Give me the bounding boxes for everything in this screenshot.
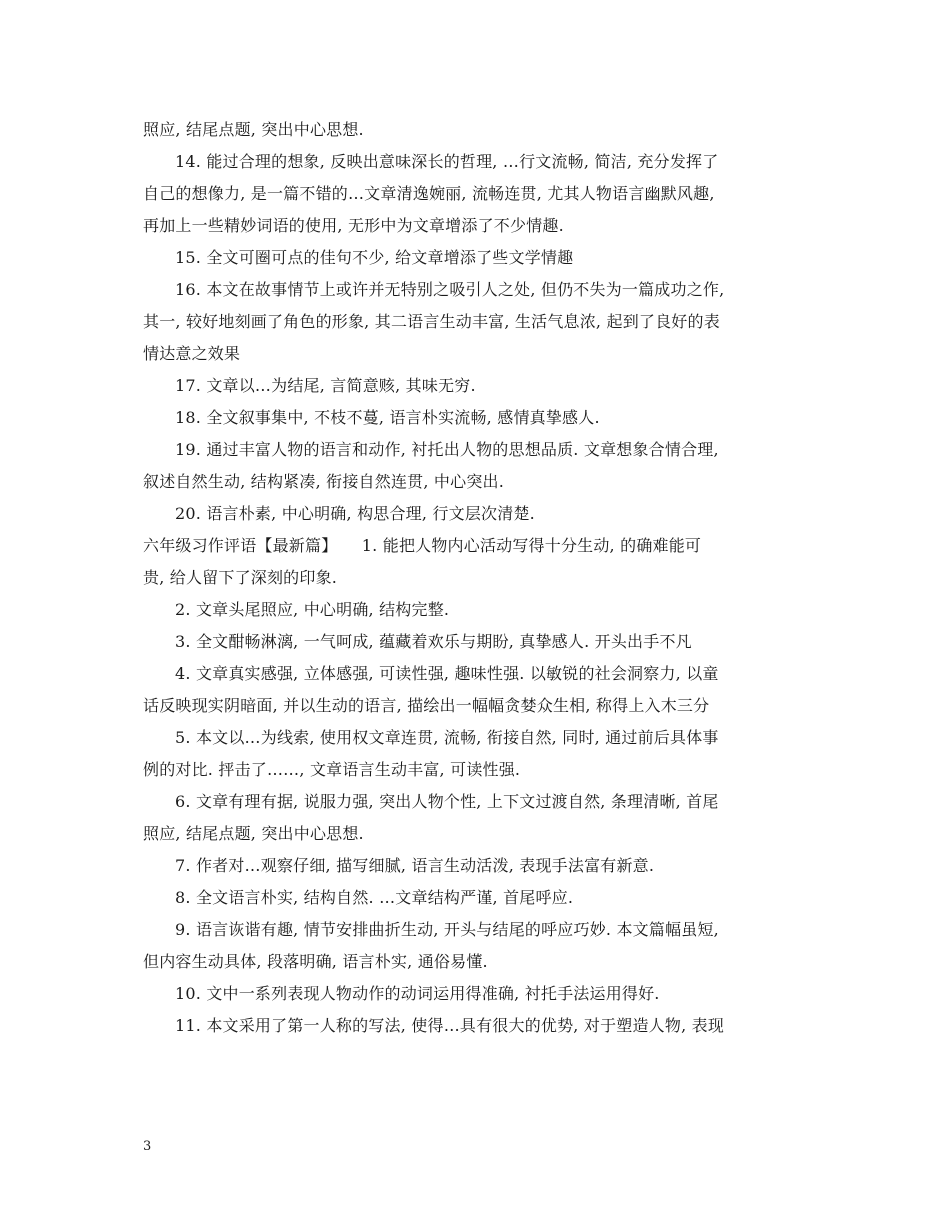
text-line: 7. 作者对…观察仔细, 描写细腻, 语言生动活泼, 表现手法富有新意.	[175, 856, 655, 875]
text-line: 叙述自然生动, 结构紧凑, 衔接自然连贯, 中心突出.	[143, 472, 505, 491]
text-line: 8. 全文语言朴实, 结构自然. …文章结构严谨, 首尾呼应.	[175, 888, 574, 907]
text-line: 再加上一些精妙词语的使用, 无形中为文章增添了不少情趣.	[143, 216, 564, 235]
text-line: 情达意之效果	[143, 344, 241, 363]
text-line: 9. 语言诙谐有趣, 情节安排曲折生动, 开头与结尾的呼应巧妙. 本文篇幅虽短,	[175, 920, 719, 939]
text-line: 但内容生动具体, 段落明确, 语言朴实, 通俗易懂.	[143, 952, 488, 971]
text-line: 14. 能过合理的想象, 反映出意味深长的哲理, …行文流畅, 简洁, 充分发挥了	[175, 152, 719, 171]
text-line: 2. 文章头尾照应, 中心明确, 结构完整.	[175, 600, 450, 619]
text-line: 六年级习作评语【最新篇】 1. 能把人物内心活动写得十分生动, 的确难能可	[143, 536, 702, 555]
text-line: 20. 语言朴素, 中心明确, 构思合理, 行文层次清楚.	[175, 504, 535, 523]
text-line: 10. 文中一系列表现人物动作的动词运用得准确, 衬托手法运用得好.	[175, 984, 660, 1003]
text-line: 15. 全文可圈可点的佳句不少, 给文章增添了些文学情趣	[175, 248, 574, 267]
text-line: 照应, 结尾点题, 突出中心思想.	[143, 824, 364, 843]
text-line: 3. 全文酣畅淋漓, 一气呵成, 蕴藏着欢乐与期盼, 真挚感人. 开头出手不凡	[175, 632, 692, 651]
text-line: 4. 文章真实感强, 立体感强, 可读性强, 趣味性强. 以敏锐的社会洞察力, 以童	[175, 664, 719, 683]
text-line: 话反映现实阴暗面, 并以生动的语言, 描绘出一幅幅贪婪众生相, 称得上入木三分	[143, 696, 710, 715]
text-line: 19. 通过丰富人物的语言和动作, 衬托出人物的思想品质. 文章想象合情合理,	[175, 440, 719, 459]
text-line: 例的对比. 抨击了……, 文章语言生动丰富, 可读性强.	[143, 760, 521, 779]
text-line: 17. 文章以…为结尾, 言简意赅, 其味无穷.	[175, 376, 476, 395]
text-line: 贵, 给人留下了深刻的印象.	[143, 568, 338, 587]
text-line: 自己的想像力, 是一篇不错的…文章清逸婉丽, 流畅连贯, 尤其人物语言幽默风趣,	[143, 184, 715, 203]
text-line: 其一, 较好地刻画了角色的形象, 其二语言生动丰富, 生活气息浓, 起到了良好的表	[143, 312, 720, 331]
text-line: 5. 本文以…为线索, 使用权文章连贯, 流畅, 衔接自然, 同时, 通过前后具体事	[175, 728, 719, 747]
text-line: 18. 全文叙事集中, 不枝不蔓, 语言朴实流畅, 感情真挚感人.	[175, 408, 600, 427]
page-number: 3	[143, 1139, 152, 1154]
text-line: 11. 本文采用了第一人称的写法, 使得…具有很大的优势, 对于塑造人物, 表现	[175, 1016, 725, 1035]
text-line: 照应, 结尾点题, 突出中心思想.	[143, 120, 364, 139]
document-body	[143, 114, 811, 1042]
text-line: 16. 本文在故事情节上或许并无特别之吸引人之处, 但仍不失为一篇成功之作,	[175, 280, 725, 299]
text-line: 6. 文章有理有据, 说服力强, 突出人物个性, 上下文过渡自然, 条理清晰, 首尾	[175, 792, 719, 811]
